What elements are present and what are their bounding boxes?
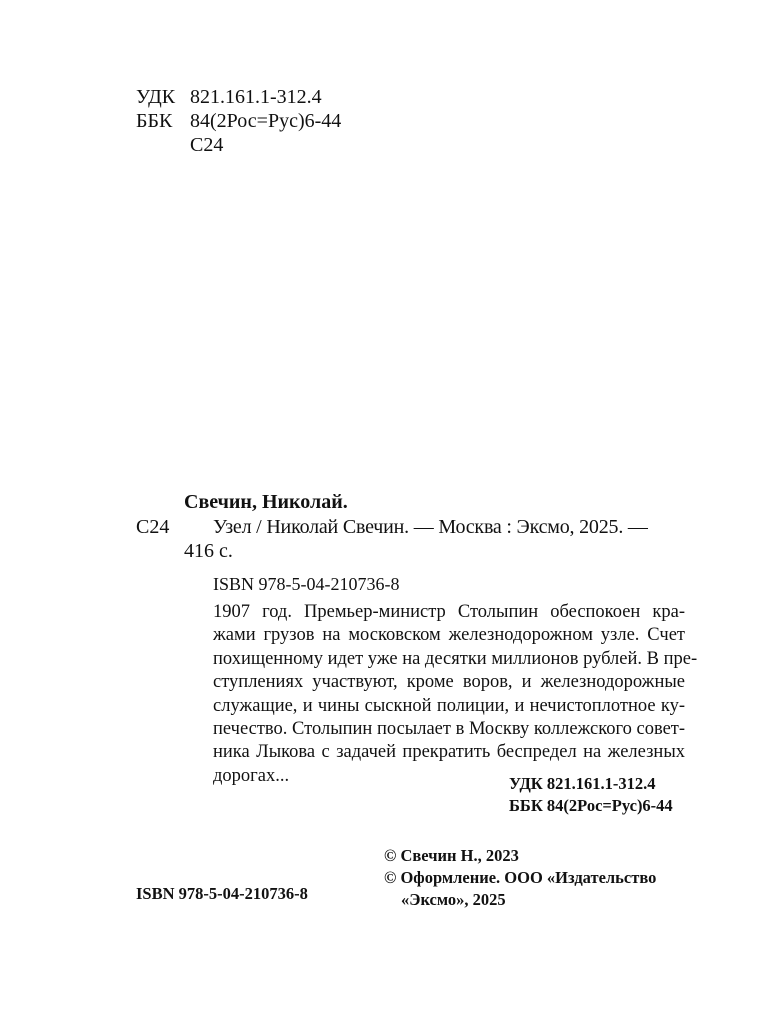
entry-isbn: ISBN 978-5-04-210736-8 bbox=[213, 574, 400, 594]
annotation-line: печество. Столыпин посылает в Москву коллежского совет- bbox=[213, 719, 686, 740]
annotation-line: ника Лыкова с задачей прекратить беспредел на железных bbox=[213, 742, 685, 763]
annotation-paragraph bbox=[213, 601, 698, 788]
bbk-label: ББК bbox=[136, 110, 173, 132]
copyright-author: © Свечин Н., 2023 bbox=[384, 846, 519, 865]
copyright-design: © Оформление. ООО «Издательство bbox=[384, 868, 657, 887]
annotation-line: ступлениях участвуют, кроме воров, и железнодорожные bbox=[213, 672, 685, 693]
annotation-line: жами грузов на московском железнодорожном узле. Счет bbox=[213, 625, 685, 646]
annotation-line: дорогах... bbox=[213, 765, 290, 786]
annotation-line: служащие, и чины сыскной полиции, и нечистоплотное ку- bbox=[213, 695, 685, 716]
title-line: Узел / Николай Свечин. — Москва : Эксмо, 2025. — bbox=[213, 516, 648, 538]
call-mark: С24 bbox=[136, 516, 170, 538]
bottom-isbn: ISBN 978-5-04-210736-8 bbox=[136, 884, 308, 903]
udk-label: УДК bbox=[136, 86, 176, 108]
bottom-udk: УДК 821.161.1-312.4 bbox=[509, 774, 656, 793]
author-mark: С24 bbox=[190, 134, 224, 156]
udk-line bbox=[136, 85, 322, 109]
bottom-bbk: ББК 84(2Рос=Рус)6-44 bbox=[509, 796, 673, 815]
bbk-line bbox=[136, 109, 341, 133]
pages-line: 416 с. bbox=[184, 540, 233, 562]
annotation-line: 1907 год. Премьер-министр Столыпин обеспокоен кра- bbox=[213, 602, 685, 622]
annotation-line: похищенному идет уже на десятки миллионов рублей. В пре- bbox=[213, 648, 698, 669]
author-heading: Свечин, Николай. bbox=[184, 491, 348, 513]
bbk-value: 84(2Рос=Рус)6-44 bbox=[190, 110, 342, 132]
udk-value: 821.161.1-312.4 bbox=[190, 86, 322, 108]
copyright-publisher: «Эксмо», 2025 bbox=[401, 890, 506, 909]
